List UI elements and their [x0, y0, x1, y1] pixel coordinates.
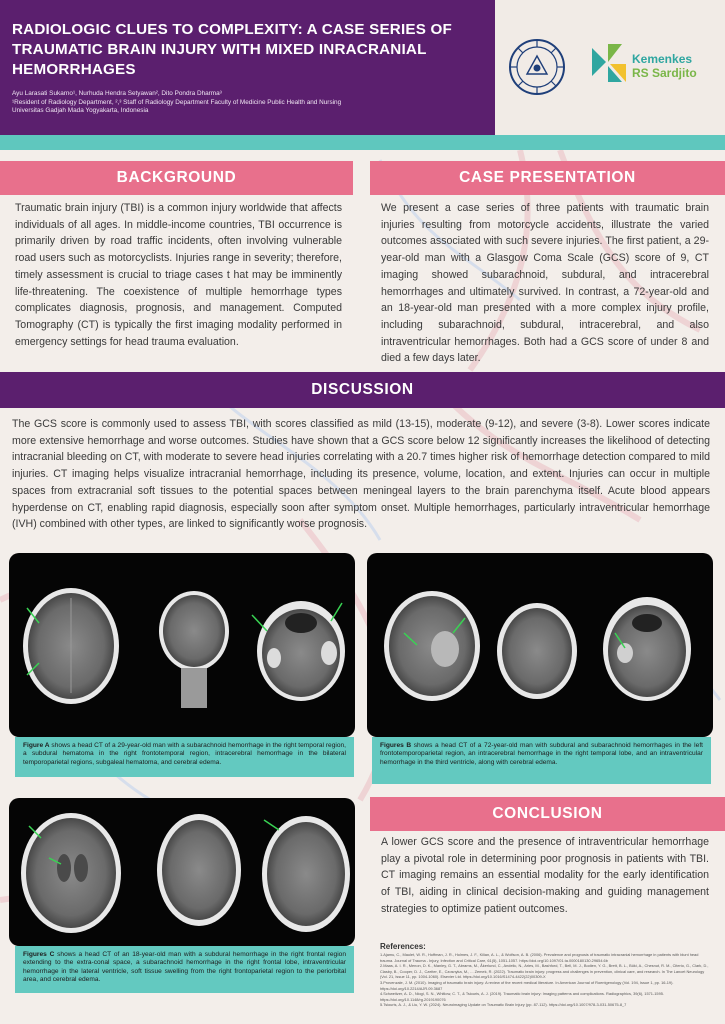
figure-b-ct-scans	[367, 553, 713, 737]
figure-c-caption	[15, 946, 354, 993]
poster-title: RADIOLOGIC CLUES TO COMPLEXITY: A CASE SERIES OF TRAUMATIC BRAIN INJURY WITH MIXED INRACRANIAL HEMORRHAGES	[12, 21, 452, 78]
figure-a-text: shows a head CT of a 29-year-old man with a subarachnoid hemorrhage in the right temporal region, a subdural hematoma in the right frontotemporal region, intracerebral hemorrhage in the bilateral temporoparietal regions, subgaleal hematoma, and cerebral edema.	[23, 742, 346, 766]
reference-item: 3.Provenzale, J. M. (2010). Imaging of traumatic brain injury: A review of the recent medical literature. In American Journal of Roentgenology (Vol. 194, Issue 1, pp. 16-19). https://doi.org/10.2214/AJR.09.3687	[380, 979, 674, 991]
figure-a-label: Figure A	[23, 742, 50, 749]
case-presentation-text: We present a case series of three patients with traumatic brain injuries resulting from motorcycle accidents, illustrate the varied outcomes associated with such severe injuries. The first patient, a 29-year-old man with a Glasgow Coma Scale (GCS) score of 9, CT imaging showed subarachnoid, subdural, and intracerebral hemorrhages and ultimately survived. In contrast, a 72-year-old and an 18-year-old man presented with a more complex injury profile, including subarachnoid, subdural, intracerebral, and also intraventricular hemorrhages. Both had a GCS score of under 8 and died a few days later.	[381, 202, 709, 365]
references-list	[380, 952, 710, 1008]
references-heading: References:	[380, 942, 426, 951]
reference-item: 4.Schweitzer, A. D., Niogi, S. N., Whitlow, C. T., & Tsiouris, A. J. (2019). Traumatic brain injury: Imaging patterns and complications. Radiographics, 39(6), 1571-1595. https://doi.org/10.1148/rg.2019190076	[380, 991, 664, 1002]
conclusion-heading: CONCLUSION	[370, 797, 725, 831]
partner-name-line1: Kemenkes	[632, 52, 693, 66]
partner-logo-text	[632, 52, 697, 80]
background-text: Traumatic brain injury (TBI) is a common injury worldwide that affects individuals of all ages. In middle-income countries, TBI occurrence is primarily driven by road traffic incidents, often involving vulnerable road users such as motorcyclists. Injuries range in severity; therefore, timely assessment is crucial to triage cases t hat may be imminently life-threatening. The coexistence of multiple hemorrhage types complicates diagnosis, prognosis, and management. Computed Tomography (CT) is typically the first imaging modality performed in emergency settings for head trauma evaluation.	[15, 202, 342, 348]
reference-item: 5.Tsiouris, A. J., & Liu, Y. W. (2024). Neuroimaging Update on Traumatic Brain Injury (pp. 87-112). https://doi.org/10.1007/978-3-031-50675-8_7	[380, 1002, 627, 1008]
figure-b-text: shows a head CT of a 72-year-old man with subdural and subarachnoid hemorrhages in the left frontotemporoparietal region, an intracerebral hemorrhage in the right temporal lobe, and an intraventricular hemorrhage in the third ventricle, along with cerebral edema.	[380, 742, 703, 766]
reference-item: 1.Ajamu, C., Maulet, W. R., Hoffman, J. R., Holmes, J. F., Kilian, A. L., & Wolfson, A. B. (2006). Prevalence and prognosis of traumatic intracranial hemorrhage in patients with blunt head trauma. Journal of Trauma - Injury, Infection and Critical Care, 61(5), 1051-1057. https://doi.org/10.1097/01.ta.0000180130.29654.6b	[380, 952, 699, 963]
author-names: Ayu Larasati Sukarno¹, Nurhuda Hendra Setyawan², Dito Pondra Dharma³	[12, 90, 222, 97]
figure-b-caption	[372, 737, 711, 784]
author-university: Universitas Gadjah Mada Yogyakarta, Indonesia	[12, 107, 149, 114]
poster-header	[0, 0, 495, 135]
background-heading: BACKGROUND	[0, 161, 353, 195]
author-affiliation: ¹Resident of Radiology Department, ²,³ Staff of Radiology Department Faculty of Medicine Public Health and Nursing	[12, 98, 342, 106]
accent-strip	[0, 135, 725, 150]
figure-c-label: Figures C	[23, 951, 55, 958]
figure-a-ct-scans	[9, 553, 355, 737]
figure-c-ct-panel	[9, 798, 355, 946]
kemenkes-logo-icon	[586, 40, 632, 86]
figure-a-caption	[15, 737, 354, 777]
figure-a-ct-panel	[9, 553, 355, 737]
figure-b-ct-panel	[367, 553, 713, 737]
logo-area	[495, 0, 725, 135]
author-block	[12, 90, 492, 116]
university-seal-icon	[508, 38, 566, 96]
figure-c-text: shows a head CT of an 18-year-old man with a subdural hemorrhage in the right frontal region extending to the extra-conal space, a subarachnoid hemorrhage in the right frontal lobe, intraventricular hemorrhage in the lateral ventricle, soft tissue swelling from the right frontoparietal region to the periorbital area, and cerebral edema.	[23, 951, 346, 984]
conclusion-text: A lower GCS score and the presence of intraventricular hemorrhage play a pivotal role in determining poor prognosis in patients with TBI. CT imaging remains an essential modality for the early identification of TBI, aiding in clinical decision-making and guiding management strategies to optimize patient outcomes.	[381, 836, 709, 915]
reference-item: 2.Maas, A. I. R., Menon, D. K., Manley, G. T., Abrams, M., Åkerlund, C., Andelic, N., Aries, M., Bashford, T., Bell, M. J., Bodien, Y. G., Brett, B. L., Büki, A., Chesnut, R. M., Citerio, G., Clark, D., Clasby, B., Cooper, D. J., Czeiter, E., Czosnyka, M., ... Zemek, R. (2022). Traumatic brain injury: progress and challenges in prevention, clinical care, and research. In The Lancet Neurology (Vol. 21, Issue 11, pp. 1004-1060). Elsevier Ltd. https://doi.org/10.1016/S1474-4422(22)00309-X	[380, 963, 709, 980]
partner-name-line2: RS Sardjito	[632, 66, 697, 80]
discussion-heading: DISCUSSION	[0, 372, 725, 408]
case-presentation-heading: CASE PRESENTATION	[370, 161, 725, 195]
discussion-text: The GCS score is commonly used to assess TBI, with scores classified as mild (13-15), moderate (9-12), and severe (3-8). Lower scores indicate more extensive hemorrhage and worse outcomes. Studies have shown that a GCS score below 12 significantly increases the likelihood of detecting intracranial bleeding on CT, with moderate to severe head injuries correlating with a 20.7 times higher risk of hemorrhage detection compared to mild injuries. CT imaging helps visualize intracranial hemorrhage, including its presence, volume, location, and extent. Injuries can occur in multiple spaces from extracranial soft tissues to the potential spaces between meningeal layers to the brain parenchyma itself. Acute blood appears hyperdense on CT, enabling rapid diagnosis, especially soon after symptom onset. Multiple hemorrhages, particularly intraventricular hemorrhage (IVH) combined with other types, are linked to significantly worse prognosis.	[12, 418, 710, 531]
figure-b-label: Figures B	[380, 742, 412, 749]
figure-c-ct-scans	[9, 798, 355, 946]
